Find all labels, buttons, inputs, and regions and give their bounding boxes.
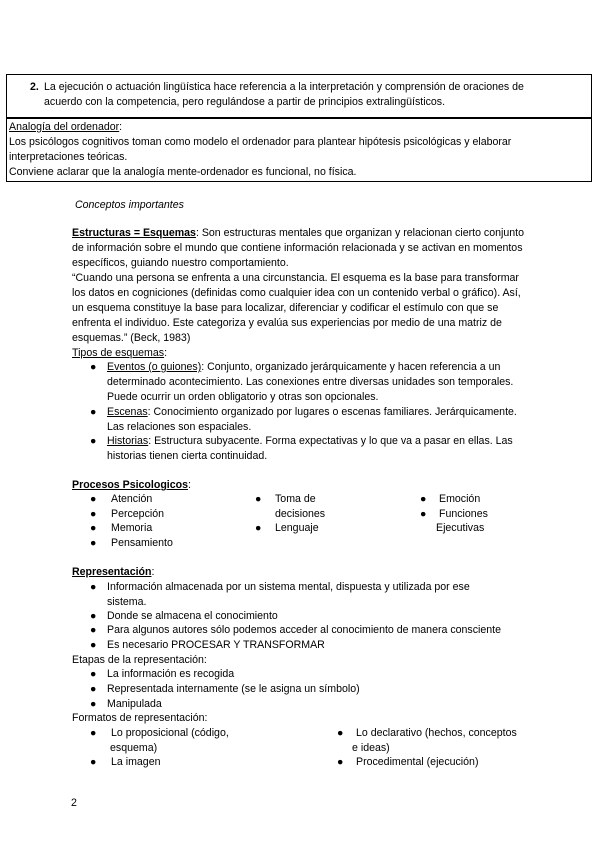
tipo-name: Eventos (o guiones) [107,361,202,373]
bullet-icon: ● [90,698,97,710]
formatos-title: Formatos de representación: [72,712,208,724]
esquemas-title: Estructuras = Esquemas [72,227,196,239]
bullet-icon: ● [90,435,97,447]
bullet-icon: ● [90,508,97,520]
tipos-title: Tipos de esquemas [72,347,165,359]
bullet-icon: ● [90,727,97,739]
bullet-icon: ● [90,624,97,636]
bullet-icon: ● [420,493,427,505]
analogy-section [9,120,579,180]
bullet-icon: ● [90,683,97,695]
item-text: La ejecución o actuación lingüística hace referencia a la interpretación y comprensión de oraciones de acuerdo con la competencia, pero regulándose a partir de principios extralingüísticos. [44,81,524,108]
procesos-heading [72,478,191,493]
bullet-icon: ● [90,522,97,534]
bullet-icon: ● [90,537,97,549]
analogy-colon: : [119,121,123,133]
conceptos-heading: Conceptos importantes [75,199,184,211]
list-item-continuation: decisiones [275,508,326,520]
bullet-icon: ● [90,756,97,768]
representacion-colon: : [151,566,155,578]
analogy-title: Analogía del ordenador [9,121,120,133]
esquemas-definition: : Son estructuras mentales que organizan y relacionan cierto conjunto de información sobre el mundo que contiene información relacionada y se activan en momentos específicos, guiando nuestro comportamiento. [72,227,524,269]
bullet-icon: ● [255,493,262,505]
list-item-continuation: esquema) [110,742,158,754]
list-item-continuation: e ideas) [352,742,390,754]
bullet-icon: ● [90,493,97,505]
bullet-icon: ● [337,727,344,739]
tipo-name: Historias [107,435,149,447]
bullet-icon: ● [420,508,427,520]
bullet-icon: ● [90,639,97,651]
bullet-icon: ● [90,668,97,680]
procesos-colon: : [188,479,191,491]
procesos-title: Procesos Psicologicos [72,479,188,491]
analogy-paragraph-2: Conviene aclarar que la analogía mente-ordenador es funcional, no física. [9,166,357,178]
bullet-icon: ● [90,610,97,622]
bullet-icon: ● [90,581,97,593]
bullet-icon: ● [90,361,97,373]
esquemas-section [72,226,527,361]
bullet-icon: ● [255,522,262,534]
bullet-icon: ● [337,756,344,768]
bullet-icon: ● [90,406,97,418]
etapas-title: Etapas de la representación: [72,654,207,666]
page-number: 2 [71,797,77,809]
list-item-continuation: Ejecutivas [436,522,485,534]
representacion-title: Representación [72,566,152,578]
tipos-colon: : [164,347,168,359]
tipo-name: Escenas [107,406,148,418]
tipo-desc: : Estructura subyacente. Forma expectativas y lo que va a pasar en ellas. Las historias tienen cierta continuidad. [107,435,513,462]
item-number: 2. [30,81,39,93]
representacion-heading [72,565,154,580]
analogy-paragraph-1: Los psicólogos cognitivos toman como modelo el ordenador para plantear hipótesis psicológicas y elaborar interpretaciones teóricas. [9,136,512,163]
esquemas-quote: “Cuando una persona se enfrenta a una circunstancia. El esquema es la base para transformar los datos en cogniciones (definidas como cualquier idea con un contenido verbal o gráfico). Así, un esquema constituye la base para localizar, diferenciar y codificar el estímulo con que se enfrenta el individuo. Este categoriza y evalúa sus experiencias por medio de una matriz de esquemas.” (Beck, 1983) [72,272,521,344]
tipo-desc: : Conjunto, organizado jerárquicamente y hacen referencia a un determinado acontecimiento. Las conexiones entre diversas unidades son temporales. Puede ocurrir un orden obligatorio y otras son opcionales. [107,361,514,403]
tipo-desc: : Conocimiento organizado por lugares o escenas familiares. Jerárquicamente. Las relaciones son espaciales. [107,406,517,433]
